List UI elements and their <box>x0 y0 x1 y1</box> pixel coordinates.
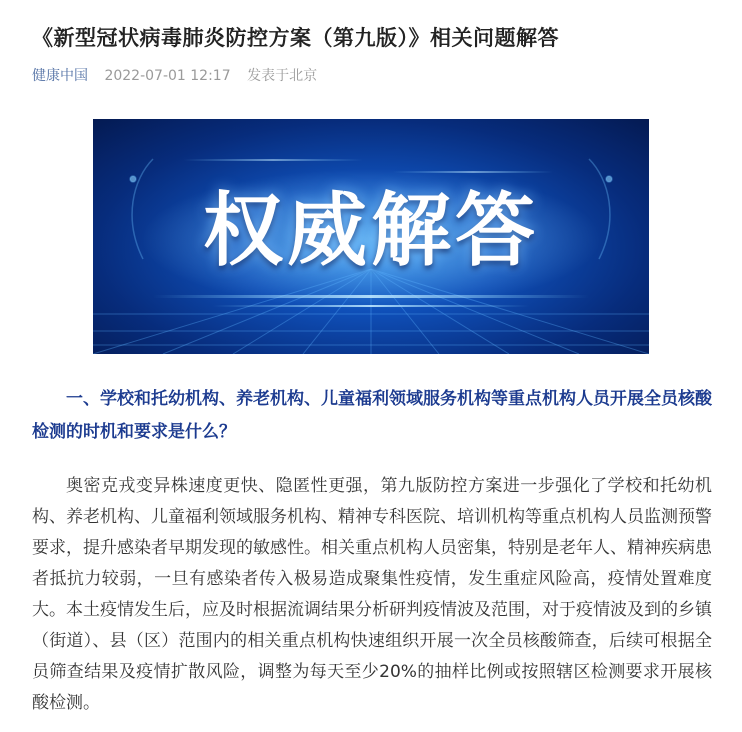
answer-paragraph: 奥密克戎变异株速度更快、隐匿性更强，第九版防控方案进一步强化了学校和托幼机构、养老机构、儿童福利领域服务机构、精神专科医院、培训机构等重点机构人员监测预警要求，提升感染者早期发现的敏感性。相关重点机构人员密集，特别是老年人、精神疾病患者抵抗力较弱，一旦有感染者传入极易造成聚集性疫情，发生重症风险高，疫情处置难度大。本土疫情发生后，应及时根据流调结果分析研判疫情波及范围，对于疫情波及到的乡镇（街道）、县（区）范围内的相关重点机构快速组织开展一次全员核酸筛查，后续可根据全员筛查结果及疫情扩散风险，调整为每天至少20%的抽样比例或按照辖区检测要求开展核酸检测。 <box>32 476 712 713</box>
section-question-heading: 一、学校和托幼机构、养老机构、儿童福利领域服务机构等重点机构人员开展全员核酸检测的时机和要求是什么？ <box>32 389 712 442</box>
author-link[interactable]: 健康中国 <box>32 68 88 84</box>
publish-location: 发表于北京 <box>247 68 318 84</box>
publish-time: 2022-07-01 12:17 <box>104 68 231 84</box>
article-title: 《新型冠状病毒肺炎防控方案（第九版）》相关问题解答 <box>32 26 559 50</box>
banner-title: 权威解答 <box>203 184 539 277</box>
banner-image <box>93 119 649 354</box>
article-meta <box>32 66 317 86</box>
